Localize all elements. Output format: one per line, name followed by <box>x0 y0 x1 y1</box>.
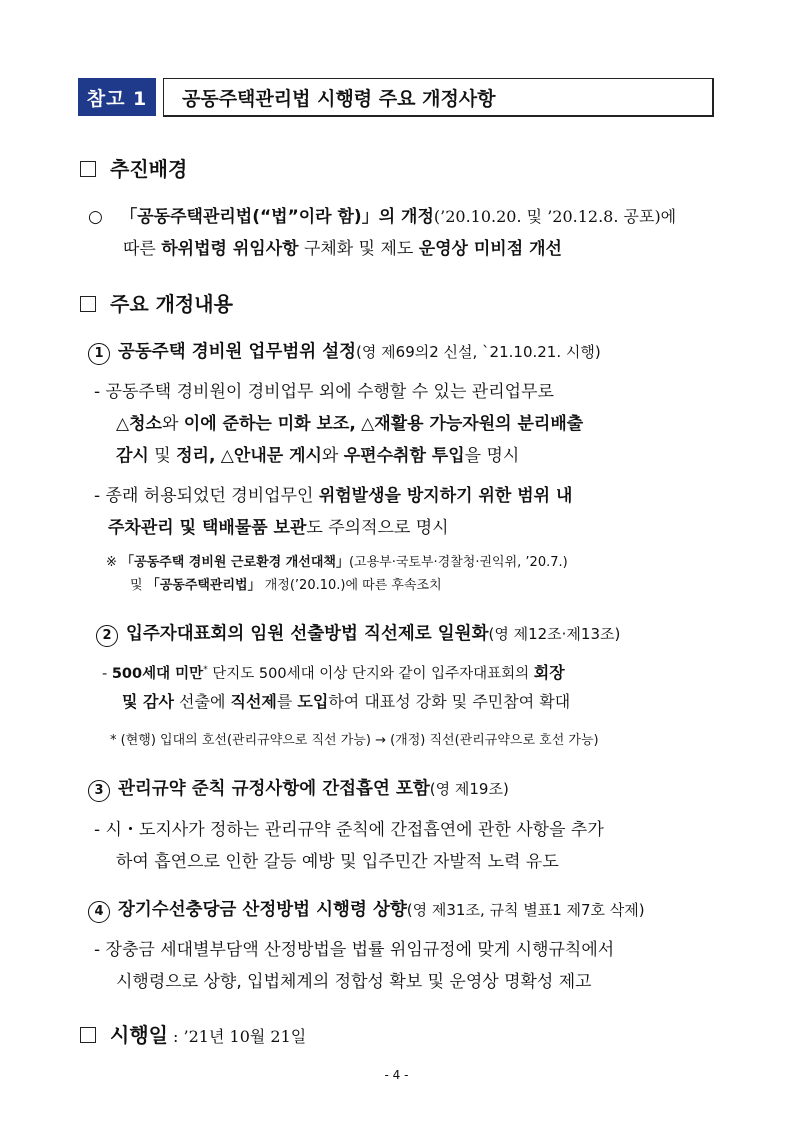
item-1-note-line-2: 및 「공동주택관리법」 개정(’20.10.)에 따른 후속조치 <box>130 578 442 593</box>
number-2-icon: 2 <box>96 625 118 647</box>
item-1-dash-1-line-2: △청소와 이에 준하는 미화 보조, △재활용 가능자원의 분리배출 <box>116 414 584 434</box>
section-effective-title: 시행일 <box>110 1023 168 1047</box>
reference-badge: 참고 1 <box>78 78 156 116</box>
item-2-line-2: 및 감사 선출에 직선제를 도입하여 대표성 강화 및 주민참여 확대 <box>122 692 571 711</box>
item-3-heading: 3 관리규약 준칙 규정사항에 간접흡연 포함(영 제19조) <box>88 775 509 802</box>
item-1-note-line-1: ※ 「공동주택 경비원 근로환경 개선대책」(고용부·국토부·경찰청·권익위, ’20.7.) <box>106 555 568 570</box>
page-title: 공동주택관리법 시행령 주요 개정사항 <box>182 87 496 110</box>
number-1-icon: 1 <box>88 343 110 365</box>
square-bullet-icon <box>80 161 96 177</box>
number-4-icon: 4 <box>88 901 110 923</box>
item-3-line-2: 하여 흡연으로 인한 갈등 예방 및 입주민간 자발적 노력 유도 <box>116 852 559 872</box>
item-1-dash-2-line-1: - 종래 허용되었던 경비업무인 위험발생을 방지하기 위한 범위 내 <box>94 486 573 506</box>
item-4-heading: 4 장기수선충당금 산정방법 시행령 상향(영 제31조, 규칙 별표1 제7호 삭제) <box>88 896 645 923</box>
item-2-heading: 2 입주자대표회의 임원 선출방법 직선제로 일원화(영 제12조·제13조) <box>96 620 620 647</box>
item-1-dash-1-line-3: 감시 및 정리, △안내문 게시와 우편수취함 투입을 명시 <box>116 446 520 466</box>
item-2-line-1: - 500세대 미만* 단지도 500세대 이상 단지와 같이 입주자대표회의 회장 <box>102 663 565 682</box>
section-background-title: 추진배경 <box>110 157 188 181</box>
square-bullet-icon <box>80 296 96 312</box>
number-3-icon: 3 <box>88 780 110 802</box>
page-number: - 4 - <box>384 1068 409 1082</box>
item-4-line-2: 시행령으로 상향, 입법체계의 정합성 확보 및 운영상 명확성 제고 <box>116 972 592 992</box>
item-3-line-1: - 시・도지사가 정하는 관리규약 준칙에 간접흡연에 관한 사항을 추가 <box>94 820 604 840</box>
background-line-1: ○ 「공동주택관리법(“법”이라 함)」의 개정(’20.10.20. 및 ’20.12.8. 공포)에 <box>88 207 677 227</box>
section-content-heading <box>80 288 233 317</box>
item-1-dash-1-line-1: - 공동주택 경비원이 경비업무 외에 수행할 수 있는 관리업무로 <box>94 382 554 402</box>
item-4-line-1: - 장충금 세대별부담액 산정방법을 법률 위임규정에 맞게 시행규칙에서 <box>94 940 615 960</box>
title-box <box>163 78 714 117</box>
effective-date-value: : ’21년 10월 21일 <box>167 1027 307 1046</box>
section-content-title: 주요 개정내용 <box>110 292 233 316</box>
item-1-heading: 1 공동주택 경비원 업무범위 설정(영 제69의2 신설, `21.10.21. 시행) <box>88 338 601 365</box>
section-background-heading <box>80 153 187 182</box>
circle-bullet-icon: ○ <box>88 207 103 227</box>
item-1-dash-2-line-2: 주차관리 및 택배물품 보관도 주의적으로 명시 <box>108 518 449 538</box>
background-line-2: 따른 하위법령 위임사항 구체화 및 제도 운영상 미비점 개선 <box>123 239 562 259</box>
section-effective-heading <box>80 1019 306 1048</box>
item-2-footnote: * (현행) 입대의 호선(관리규약으로 직선 가능) → (개정) 직선(관리규약으로 호선 가능) <box>110 733 599 748</box>
square-bullet-icon <box>80 1027 96 1043</box>
